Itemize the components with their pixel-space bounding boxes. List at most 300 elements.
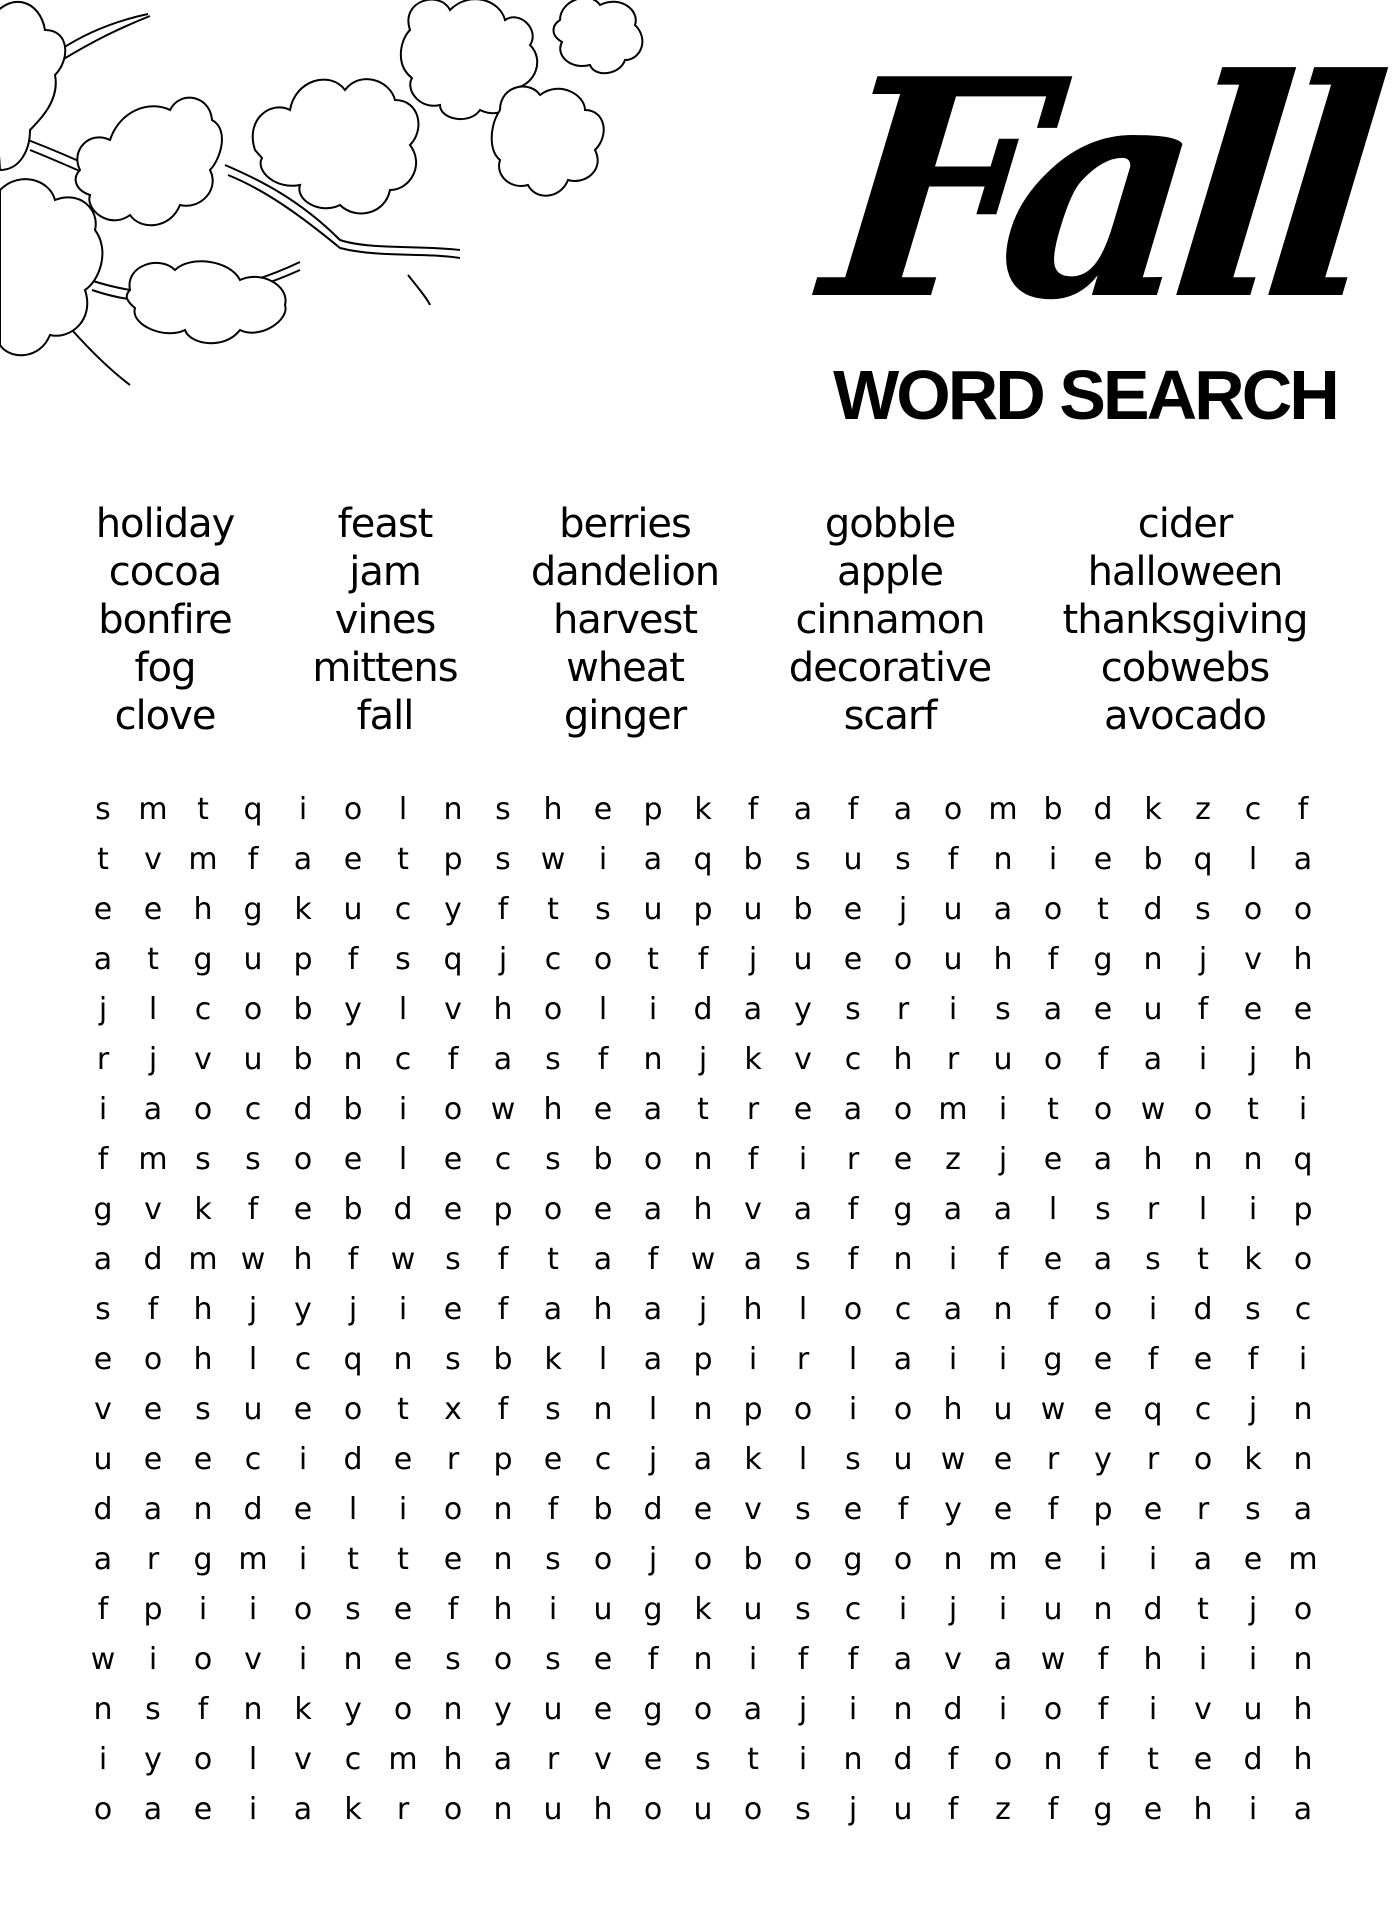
grid-letter[interactable]: j	[498, 942, 508, 977]
grid-letter[interactable]: u	[843, 842, 863, 877]
grid-letter[interactable]: d	[93, 1492, 113, 1527]
grid-letter[interactable]: w	[1040, 1392, 1066, 1427]
grid-letter[interactable]: c	[844, 1042, 862, 1077]
grid-letter[interactable]: i	[1248, 1192, 1258, 1227]
grid-letter[interactable]: f	[647, 1642, 659, 1677]
grid-letter[interactable]: b	[1143, 842, 1163, 877]
grid-letter[interactable]: a	[743, 992, 763, 1027]
grid-letter[interactable]: d	[643, 1492, 663, 1527]
grid-letter[interactable]: f	[247, 1192, 259, 1227]
grid-letter[interactable]: f	[447, 1042, 459, 1077]
grid-letter[interactable]: k	[544, 1342, 562, 1377]
grid-letter[interactable]: g	[1093, 942, 1113, 977]
grid-letter[interactable]: v	[1194, 1692, 1212, 1727]
grid-letter[interactable]: l	[148, 992, 158, 1027]
grid-letter[interactable]: e	[893, 1142, 913, 1177]
grid-letter[interactable]: b	[293, 1042, 313, 1077]
grid-letter[interactable]: f	[97, 1592, 109, 1627]
grid-letter[interactable]: s	[595, 892, 611, 927]
grid-letter[interactable]: p	[143, 1592, 163, 1627]
grid-letter[interactable]: i	[998, 1592, 1008, 1627]
grid-letter[interactable]: w	[390, 1242, 416, 1277]
grid-letter[interactable]: i	[648, 992, 658, 1027]
grid-letter[interactable]: f	[847, 1192, 859, 1227]
grid-letter[interactable]: a	[1043, 992, 1063, 1027]
grid-letter[interactable]: v	[444, 992, 462, 1027]
grid-letter[interactable]: t	[747, 1742, 759, 1777]
grid-letter[interactable]: h	[1293, 942, 1313, 977]
grid-letter[interactable]: e	[293, 1192, 313, 1227]
grid-letter[interactable]: j	[1248, 1392, 1258, 1427]
grid-letter[interactable]: w	[690, 1242, 716, 1277]
grid-letter[interactable]: h	[493, 992, 513, 1027]
grid-letter[interactable]: d	[1243, 1742, 1263, 1777]
grid-letter[interactable]: a	[93, 1242, 113, 1277]
grid-letter[interactable]: h	[693, 1192, 713, 1227]
grid-letter[interactable]: s	[845, 1442, 861, 1477]
grid-letter[interactable]: a	[743, 1242, 763, 1277]
grid-letter[interactable]: m	[238, 1542, 268, 1577]
grid-letter[interactable]: p	[643, 792, 663, 827]
grid-letter[interactable]: s	[395, 942, 411, 977]
grid-letter[interactable]: a	[793, 792, 813, 827]
grid-letter[interactable]: s	[95, 1292, 111, 1327]
grid-letter[interactable]: a	[643, 1192, 663, 1227]
grid-letter[interactable]: n	[243, 1692, 263, 1727]
grid-letter[interactable]: o	[1193, 1092, 1213, 1127]
grid-letter[interactable]: v	[244, 1642, 262, 1677]
grid-letter[interactable]: f	[597, 1042, 609, 1077]
grid-letter[interactable]: o	[293, 1592, 313, 1627]
grid-letter[interactable]: u	[793, 942, 813, 977]
grid-letter[interactable]: e	[1243, 992, 1263, 1027]
grid-letter[interactable]: t	[1197, 1592, 1209, 1627]
grid-letter[interactable]: k	[744, 1442, 762, 1477]
grid-letter[interactable]: h	[1143, 1142, 1163, 1177]
grid-letter[interactable]: a	[493, 1742, 513, 1777]
grid-letter[interactable]: p	[493, 1192, 513, 1227]
grid-letter[interactable]: g	[193, 942, 213, 977]
grid-letter[interactable]: f	[547, 1492, 559, 1527]
grid-letter[interactable]: h	[293, 1242, 313, 1277]
grid-letter[interactable]: d	[1143, 1592, 1163, 1627]
grid-letter[interactable]: r	[896, 992, 910, 1027]
grid-letter[interactable]: a	[143, 1792, 163, 1827]
grid-letter[interactable]: r	[946, 1042, 960, 1077]
grid-letter[interactable]: o	[793, 1392, 813, 1427]
grid-letter[interactable]: f	[497, 1292, 509, 1327]
grid-letter[interactable]: j	[848, 1792, 858, 1827]
grid-letter[interactable]: n	[493, 1542, 513, 1577]
grid-letter[interactable]: a	[843, 1092, 863, 1127]
grid-letter[interactable]: g	[1043, 1342, 1063, 1377]
grid-letter[interactable]: b	[593, 1142, 613, 1177]
grid-letter[interactable]: h	[1193, 1792, 1213, 1827]
grid-letter[interactable]: o	[793, 1542, 813, 1577]
grid-letter[interactable]: s	[995, 992, 1011, 1027]
grid-letter[interactable]: f	[1047, 1492, 1059, 1527]
grid-letter[interactable]: v	[194, 1042, 212, 1077]
grid-letter[interactable]: g	[1093, 1792, 1113, 1827]
grid-letter[interactable]: f	[1297, 792, 1309, 827]
grid-letter[interactable]: e	[343, 1142, 363, 1177]
grid-letter[interactable]: s	[195, 1142, 211, 1177]
grid-letter[interactable]: j	[898, 892, 908, 927]
grid-letter[interactable]: u	[93, 1442, 113, 1477]
grid-letter[interactable]: s	[545, 1042, 561, 1077]
grid-letter[interactable]: f	[1097, 1042, 1109, 1077]
grid-letter[interactable]: f	[1097, 1742, 1109, 1777]
grid-letter[interactable]: s	[345, 1592, 361, 1627]
grid-letter[interactable]: q	[443, 942, 463, 977]
grid-letter[interactable]: i	[1248, 1792, 1258, 1827]
grid-letter[interactable]: f	[897, 1492, 909, 1527]
grid-letter[interactable]: o	[543, 1192, 563, 1227]
grid-letter[interactable]: n	[693, 1142, 713, 1177]
grid-letter[interactable]: n	[643, 1042, 663, 1077]
grid-letter[interactable]: i	[748, 1642, 758, 1677]
grid-letter[interactable]: y	[494, 1692, 512, 1727]
grid-letter[interactable]: s	[545, 1542, 561, 1577]
grid-letter[interactable]: b	[743, 842, 763, 877]
grid-letter[interactable]: s	[495, 792, 511, 827]
grid-letter[interactable]: o	[93, 1792, 113, 1827]
grid-letter[interactable]: u	[243, 1042, 263, 1077]
grid-letter[interactable]: y	[294, 1292, 312, 1327]
grid-letter[interactable]: f	[447, 1592, 459, 1627]
grid-letter[interactable]: i	[298, 1442, 308, 1477]
grid-letter[interactable]: h	[1293, 1042, 1313, 1077]
grid-letter[interactable]: j	[1248, 1042, 1258, 1077]
grid-letter[interactable]: c	[844, 1592, 862, 1627]
grid-letter[interactable]: h	[593, 1792, 613, 1827]
grid-letter[interactable]: u	[543, 1792, 563, 1827]
grid-letter[interactable]: f	[947, 842, 959, 877]
grid-letter[interactable]: g	[93, 1192, 113, 1227]
grid-letter[interactable]: o	[643, 1142, 663, 1177]
grid-letter[interactable]: w	[1140, 1092, 1166, 1127]
grid-letter[interactable]: n	[1093, 1592, 1113, 1627]
grid-letter[interactable]: n	[343, 1042, 363, 1077]
grid-letter[interactable]: e	[1143, 1792, 1163, 1827]
grid-letter[interactable]: m	[138, 792, 168, 827]
grid-letter[interactable]: f	[947, 1792, 959, 1827]
grid-letter[interactable]: i	[1198, 1042, 1208, 1077]
grid-letter[interactable]: t	[697, 1092, 709, 1127]
grid-letter[interactable]: u	[743, 1592, 763, 1627]
grid-letter[interactable]: c	[594, 1442, 612, 1477]
grid-letter[interactable]: v	[944, 1642, 962, 1677]
grid-letter[interactable]: q	[343, 1342, 363, 1377]
grid-letter[interactable]: d	[1093, 792, 1113, 827]
grid-letter[interactable]: i	[798, 1742, 808, 1777]
grid-letter[interactable]: c	[1194, 1392, 1212, 1427]
grid-letter[interactable]: y	[1094, 1442, 1112, 1477]
grid-letter[interactable]: f	[1247, 1342, 1259, 1377]
grid-letter[interactable]: f	[497, 1392, 509, 1427]
grid-letter[interactable]: o	[443, 1092, 463, 1127]
grid-letter[interactable]: b	[593, 1492, 613, 1527]
grid-letter[interactable]: a	[543, 1292, 563, 1327]
grid-letter[interactable]: u	[1243, 1692, 1263, 1727]
grid-letter[interactable]: e	[143, 1442, 163, 1477]
grid-letter[interactable]: i	[1148, 1542, 1158, 1577]
grid-letter[interactable]: o	[1043, 1692, 1063, 1727]
grid-letter[interactable]: p	[693, 1342, 713, 1377]
grid-letter[interactable]: f	[1047, 942, 1059, 977]
grid-letter[interactable]: o	[693, 1692, 713, 1727]
grid-letter[interactable]: k	[294, 892, 312, 927]
grid-letter[interactable]: r	[1196, 1492, 1210, 1527]
grid-letter[interactable]: s	[545, 1392, 561, 1427]
grid-letter[interactable]: c	[394, 1042, 412, 1077]
grid-letter[interactable]: e	[393, 1642, 413, 1677]
grid-letter[interactable]: b	[743, 1542, 763, 1577]
grid-letter[interactable]: o	[643, 1792, 663, 1827]
grid-letter[interactable]: s	[545, 1142, 561, 1177]
grid-letter[interactable]: g	[843, 1542, 863, 1577]
grid-letter[interactable]: i	[148, 1642, 158, 1677]
grid-letter[interactable]: a	[793, 1192, 813, 1227]
grid-letter[interactable]: e	[843, 942, 863, 977]
grid-letter[interactable]: e	[693, 1492, 713, 1527]
grid-letter[interactable]: i	[1098, 1542, 1108, 1577]
grid-letter[interactable]: o	[1043, 892, 1063, 927]
grid-letter[interactable]: h	[893, 1042, 913, 1077]
grid-letter[interactable]: o	[893, 1092, 913, 1127]
grid-letter[interactable]: e	[593, 792, 613, 827]
grid-letter[interactable]: w	[940, 1442, 966, 1477]
grid-letter[interactable]: f	[847, 1242, 859, 1277]
grid-letter[interactable]: a	[743, 1692, 763, 1727]
grid-letter[interactable]: p	[693, 892, 713, 927]
grid-letter[interactable]: t	[197, 792, 209, 827]
grid-letter[interactable]: f	[847, 792, 859, 827]
grid-letter[interactable]: e	[193, 1442, 213, 1477]
grid-letter[interactable]: k	[1244, 1442, 1262, 1477]
grid-letter[interactable]: t	[397, 842, 409, 877]
grid-letter[interactable]: a	[93, 1542, 113, 1577]
grid-letter[interactable]: o	[1093, 1292, 1113, 1327]
grid-letter[interactable]: b	[793, 892, 813, 927]
grid-letter[interactable]: s	[795, 842, 811, 877]
grid-letter[interactable]: t	[1147, 1742, 1159, 1777]
grid-letter[interactable]: s	[895, 842, 911, 877]
grid-letter[interactable]: v	[794, 1042, 812, 1077]
grid-letter[interactable]: u	[243, 942, 263, 977]
grid-letter[interactable]: o	[593, 942, 613, 977]
grid-letter[interactable]: w	[540, 842, 566, 877]
grid-letter[interactable]: o	[843, 1292, 863, 1327]
grid-letter[interactable]: a	[643, 1092, 663, 1127]
grid-letter[interactable]: l	[598, 992, 608, 1027]
grid-letter[interactable]: w	[1040, 1642, 1066, 1677]
grid-letter[interactable]: e	[443, 1192, 463, 1227]
grid-letter[interactable]: i	[848, 1392, 858, 1427]
grid-letter[interactable]: n	[343, 1642, 363, 1677]
grid-letter[interactable]: e	[1093, 842, 1113, 877]
grid-letter[interactable]: l	[798, 1442, 808, 1477]
grid-letter[interactable]: m	[188, 842, 218, 877]
grid-letter[interactable]: n	[493, 1492, 513, 1527]
grid-letter[interactable]: a	[593, 1242, 613, 1277]
grid-letter[interactable]: j	[1248, 1592, 1258, 1627]
grid-letter[interactable]: g	[193, 1542, 213, 1577]
grid-letter[interactable]: i	[398, 1092, 408, 1127]
grid-letter[interactable]: u	[993, 1042, 1013, 1077]
grid-letter[interactable]: i	[298, 792, 308, 827]
grid-letter[interactable]: s	[1195, 892, 1211, 927]
grid-letter[interactable]: s	[1145, 1242, 1161, 1277]
grid-letter[interactable]: o	[1193, 1442, 1213, 1477]
grid-letter[interactable]: l	[398, 1142, 408, 1177]
grid-letter[interactable]: f	[947, 1742, 959, 1777]
grid-letter[interactable]: i	[898, 1592, 908, 1627]
grid-letter[interactable]: d	[1193, 1292, 1213, 1327]
grid-letter[interactable]: v	[294, 1742, 312, 1777]
grid-letter[interactable]: c	[1244, 792, 1262, 827]
grid-letter[interactable]: m	[988, 792, 1018, 827]
grid-letter[interactable]: u	[993, 1392, 1013, 1427]
grid-letter[interactable]: t	[1197, 1242, 1209, 1277]
grid-letter[interactable]: m	[388, 1742, 418, 1777]
grid-letter[interactable]: e	[443, 1542, 463, 1577]
grid-letter[interactable]: k	[344, 1792, 362, 1827]
grid-letter[interactable]: c	[294, 1342, 312, 1377]
grid-letter[interactable]: a	[143, 1492, 163, 1527]
grid-letter[interactable]: h	[1143, 1642, 1163, 1677]
grid-letter[interactable]: m	[988, 1542, 1018, 1577]
grid-letter[interactable]: t	[1247, 1092, 1259, 1127]
grid-letter[interactable]: h	[943, 1392, 963, 1427]
grid-letter[interactable]: u	[743, 892, 763, 927]
grid-letter[interactable]: t	[347, 1542, 359, 1577]
grid-letter[interactable]: d	[893, 1742, 913, 1777]
grid-letter[interactable]: f	[797, 1642, 809, 1677]
grid-letter[interactable]: f	[247, 842, 259, 877]
grid-letter[interactable]: r	[1146, 1442, 1160, 1477]
grid-letter[interactable]: f	[197, 1692, 209, 1727]
grid-letter[interactable]: t	[147, 942, 159, 977]
grid-letter[interactable]: u	[1143, 992, 1163, 1027]
grid-letter[interactable]: r	[96, 1042, 110, 1077]
grid-letter[interactable]: n	[1293, 1442, 1313, 1477]
grid-letter[interactable]: e	[1193, 1342, 1213, 1377]
grid-letter[interactable]: s	[695, 1742, 711, 1777]
grid-letter[interactable]: o	[493, 1642, 513, 1677]
grid-letter[interactable]: n	[843, 1742, 863, 1777]
grid-letter[interactable]: a	[893, 1342, 913, 1377]
grid-letter[interactable]: v	[144, 842, 162, 877]
grid-letter[interactable]: n	[1043, 1742, 1063, 1777]
grid-letter[interactable]: p	[493, 1442, 513, 1477]
grid-letter[interactable]: t	[1097, 892, 1109, 927]
grid-letter[interactable]: i	[998, 1692, 1008, 1727]
grid-letter[interactable]: l	[648, 1392, 658, 1427]
grid-letter[interactable]: c	[344, 1742, 362, 1777]
grid-letter[interactable]: a	[893, 792, 913, 827]
grid-letter[interactable]: i	[1298, 1092, 1308, 1127]
grid-letter[interactable]: o	[443, 1792, 463, 1827]
grid-letter[interactable]: c	[194, 992, 212, 1027]
grid-letter[interactable]: i	[948, 992, 958, 1027]
grid-letter[interactable]: m	[138, 1142, 168, 1177]
grid-letter[interactable]: i	[98, 1742, 108, 1777]
grid-letter[interactable]: n	[1143, 942, 1163, 977]
grid-letter[interactable]: e	[1093, 992, 1113, 1027]
grid-letter[interactable]: a	[643, 1342, 663, 1377]
grid-letter[interactable]: f	[147, 1292, 159, 1327]
grid-letter[interactable]: e	[593, 1192, 613, 1227]
grid-letter[interactable]: s	[845, 992, 861, 1027]
grid-letter[interactable]: u	[1043, 1592, 1063, 1627]
grid-letter[interactable]: h	[443, 1742, 463, 1777]
grid-letter[interactable]: l	[598, 1342, 608, 1377]
grid-letter[interactable]: u	[243, 1392, 263, 1427]
grid-letter[interactable]: f	[1197, 992, 1209, 1027]
grid-letter[interactable]: p	[1293, 1192, 1313, 1227]
grid-letter[interactable]: o	[893, 942, 913, 977]
grid-letter[interactable]: y	[444, 892, 462, 927]
grid-letter[interactable]: s	[195, 1392, 211, 1427]
grid-letter[interactable]: n	[693, 1392, 713, 1427]
grid-letter[interactable]: b	[493, 1342, 513, 1377]
grid-letter[interactable]: f	[497, 1242, 509, 1277]
grid-letter[interactable]: n	[93, 1692, 113, 1727]
grid-letter[interactable]: u	[343, 892, 363, 927]
grid-letter[interactable]: e	[1043, 1142, 1063, 1177]
grid-letter[interactable]: e	[843, 892, 863, 927]
grid-letter[interactable]: i	[398, 1492, 408, 1527]
grid-letter[interactable]: a	[893, 1642, 913, 1677]
grid-letter[interactable]: v	[144, 1192, 162, 1227]
grid-letter[interactable]: j	[648, 1542, 658, 1577]
grid-letter[interactable]: u	[693, 1792, 713, 1827]
grid-letter[interactable]: h	[593, 1292, 613, 1327]
grid-letter[interactable]: d	[243, 1492, 263, 1527]
grid-letter[interactable]: j	[148, 1042, 158, 1077]
grid-letter[interactable]: f	[1047, 1292, 1059, 1327]
grid-letter[interactable]: o	[443, 1492, 463, 1527]
grid-letter[interactable]: i	[848, 1692, 858, 1727]
grid-letter[interactable]: e	[1143, 1492, 1163, 1527]
grid-letter[interactable]: o	[743, 1792, 763, 1827]
grid-letter[interactable]: e	[1043, 1542, 1063, 1577]
grid-letter[interactable]: s	[495, 842, 511, 877]
grid-letter[interactable]: c	[1294, 1292, 1312, 1327]
grid-letter[interactable]: f	[1097, 1692, 1109, 1727]
grid-letter[interactable]: n	[443, 1692, 463, 1727]
grid-letter[interactable]: e	[443, 1292, 463, 1327]
grid-letter[interactable]: i	[1148, 1292, 1158, 1327]
grid-letter[interactable]: q	[693, 842, 713, 877]
grid-letter[interactable]: e	[1093, 1342, 1113, 1377]
grid-letter[interactable]: e	[193, 1792, 213, 1827]
grid-letter[interactable]: f	[1097, 1642, 1109, 1677]
grid-letter[interactable]: p	[743, 1392, 763, 1427]
grid-letter[interactable]: o	[943, 792, 963, 827]
grid-letter[interactable]: l	[798, 1292, 808, 1327]
grid-letter[interactable]: v	[594, 1742, 612, 1777]
grid-letter[interactable]: m	[188, 1242, 218, 1277]
grid-letter[interactable]: s	[445, 1242, 461, 1277]
grid-letter[interactable]: i	[548, 1592, 558, 1627]
grid-letter[interactable]: e	[643, 1742, 663, 1777]
grid-letter[interactable]: l	[398, 792, 408, 827]
grid-letter[interactable]: o	[893, 1542, 913, 1577]
grid-letter[interactable]: i	[998, 1342, 1008, 1377]
grid-letter[interactable]: e	[1043, 1242, 1063, 1277]
